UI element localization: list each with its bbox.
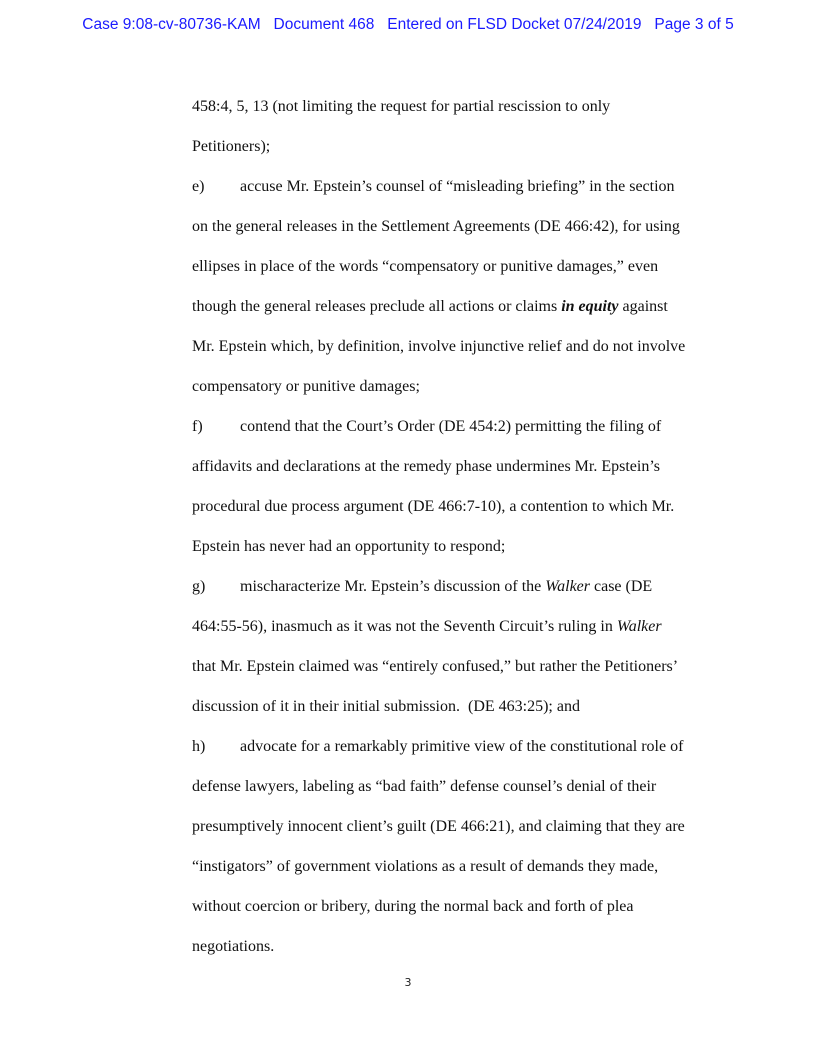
- line-text: compensatory or punitive damages;: [192, 378, 420, 395]
- emphasis-text: in equity: [561, 298, 619, 315]
- line-text: advocate for a remarkably primitive view of the constitutional role of: [240, 738, 684, 755]
- line-text: against: [618, 298, 668, 315]
- document-number: Document 468: [273, 16, 375, 33]
- case-number: Case 9:08-cv-80736-KAM: [82, 16, 261, 33]
- line-text: ellipses in place of the words “compensatory or punitive damages,” even: [192, 258, 659, 275]
- text-line: [192, 775, 720, 815]
- line-text: defense lawyers, labeling as “bad faith” defense counsel’s denial of their: [192, 778, 657, 795]
- line-text: 464:55-56), inasmuch as it was not the Seventh Circuit’s ruling in: [192, 618, 617, 635]
- line-text: though the general releases preclude all actions or claims: [192, 298, 562, 315]
- line-text: 458:4, 5, 13 (not limiting the request for partial rescission to only: [192, 98, 611, 115]
- line-text: that Mr. Epstein claimed was “entirely confused,” but rather the Petitioners’: [192, 658, 679, 675]
- text-line: [192, 255, 720, 295]
- text-line: [192, 615, 720, 655]
- text-line: [192, 935, 720, 975]
- text-line: [192, 655, 720, 695]
- line-text: discussion of it in their initial submission. (DE 463:25); and: [192, 698, 580, 715]
- text-line: [192, 895, 720, 935]
- docket-header: [0, 16, 816, 34]
- list-item-h: [192, 735, 720, 775]
- line-text: procedural due process argument (DE 466:7-10), a contention to which Mr.: [192, 498, 675, 515]
- page-number: 3: [404, 976, 412, 989]
- list-marker: e): [192, 178, 205, 195]
- case-name: Walker: [616, 618, 662, 635]
- line-text: affidavits and declarations at the remedy phase undermines Mr. Epstein’s: [192, 458, 661, 475]
- text-line: [192, 335, 720, 375]
- list-item-g: [192, 575, 720, 615]
- line-text: accuse Mr. Epstein’s counsel of “misleading briefing” in the section: [240, 178, 675, 195]
- case-name: Walker: [545, 578, 590, 595]
- text-line: [192, 695, 720, 735]
- line-text: case (DE: [590, 578, 653, 595]
- line-text: contend that the Court’s Order (DE 454:2) permitting the filing of: [240, 418, 662, 435]
- line-text: without coercion or bribery, during the normal back and forth of plea: [192, 898, 634, 915]
- text-line: [192, 535, 720, 575]
- line-text: Petitioners);: [192, 138, 271, 155]
- line-text: on the general releases in the Settlement Agreements (DE 466:42), for using: [192, 218, 680, 235]
- text-line: [192, 295, 720, 335]
- text-line: [192, 135, 720, 175]
- list-marker: f): [192, 418, 203, 435]
- entered-date: Entered on FLSD Docket 07/24/2019: [387, 16, 642, 33]
- line-text: “instigators” of government violations as a result of demands they made,: [192, 858, 659, 875]
- text-line: [192, 95, 720, 135]
- document-body: [192, 95, 720, 975]
- line-text: presumptively innocent client’s guilt (DE 466:21), and claiming that they are: [192, 818, 685, 835]
- text-line: [192, 855, 720, 895]
- text-line: [192, 375, 720, 415]
- list-item-e: [192, 175, 720, 215]
- line-text: mischaracterize Mr. Epstein’s discussion of the: [240, 578, 546, 595]
- page-indicator: Page 3 of 5: [654, 16, 734, 33]
- list-item-f: [192, 415, 720, 455]
- line-text: negotiations.: [192, 938, 275, 955]
- list-marker: g): [192, 578, 206, 595]
- list-marker: h): [192, 738, 206, 755]
- line-text: Epstein has never had an opportunity to respond;: [192, 538, 506, 555]
- text-line: [192, 215, 720, 255]
- text-line: [192, 455, 720, 495]
- line-text: Mr. Epstein which, by definition, involve injunctive relief and do not involve: [192, 338, 686, 355]
- text-line: [192, 815, 720, 855]
- text-line: [192, 495, 720, 535]
